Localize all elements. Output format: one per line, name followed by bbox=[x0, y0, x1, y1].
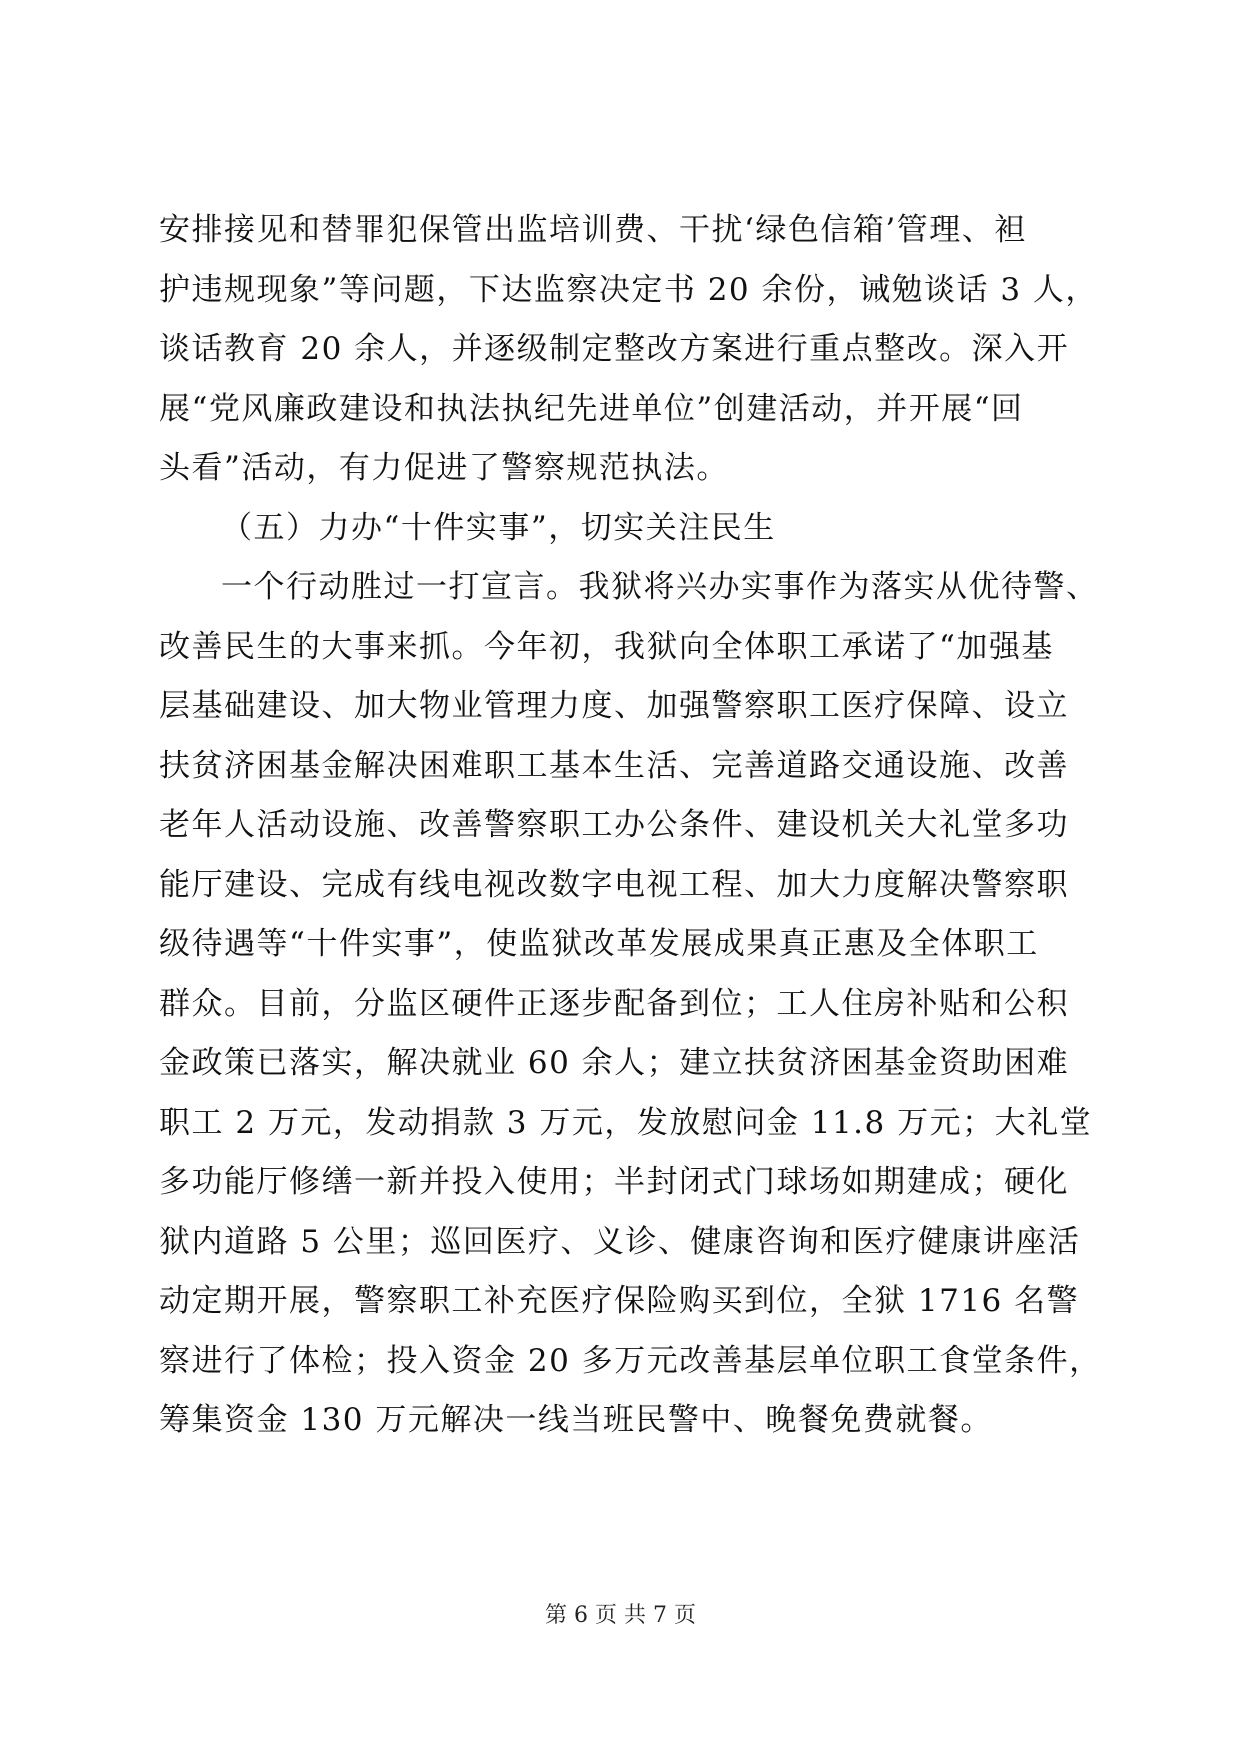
text-line: 老年人活动设施、改善警察职工办公条件、建设机关大礼堂多功 bbox=[159, 807, 1069, 843]
text-line: 安排接见和替罪犯保管出监培训费、干扰‘绿色信箱’管理、袒 bbox=[159, 212, 1027, 248]
text-line: 头看”活动，有力促进了警察规范执法。 bbox=[159, 450, 729, 486]
body-text bbox=[159, 201, 1102, 1451]
page-number-footer: 第 6 页 共 7 页 bbox=[545, 1603, 696, 1628]
text-line: 展“党风廉政建设和执法执纪先进单位”创建活动，并开展“回 bbox=[159, 390, 1024, 427]
text-line: 动定期开展，警察职工补充医疗保险购买到位，全狱 1716 名警 bbox=[159, 1283, 1080, 1319]
text-line: 金政策已落实，解决就业 60 余人；建立扶贫济困基金资助困难 bbox=[159, 1045, 1070, 1081]
text-line: 层基础建设、加大物业管理力度、加强警察职工医疗保障、设立 bbox=[159, 688, 1069, 724]
text-line: 筹集资金 130 万元解决一线当班民警中、晚餐免费就餐。 bbox=[159, 1402, 993, 1438]
text-line: 谈话教育 20 余人，并逐级制定整改方案进行重点整改。深入开 bbox=[159, 331, 1070, 367]
text-line: 改善民生的大事来抓。今年初，我狱向全体职工承诺了“加强基 bbox=[159, 628, 1054, 665]
text-line: 狱内道路 5 公里；巡回医疗、义诊、健康咨询和医疗健康讲座活 bbox=[159, 1223, 1081, 1260]
text-line: 护违规现象”等问题，下达监察决定书 20 余份，诫勉谈话 3 人， bbox=[159, 271, 1098, 308]
text-line: 多功能厅修缮一新并投入使用；半封闭式门球场如期建成；硬化 bbox=[159, 1164, 1069, 1200]
text-line: 级待遇等“十件实事”，使监狱改革发展成果真正惠及全体职工 bbox=[159, 926, 1039, 962]
paragraph-first-line: 一个行动胜过一打宣言。我狱将兴办实事作为落实从优待警、 bbox=[221, 569, 1099, 605]
text-line: 扶贫济困基金解决困难职工基本生活、完善道路交通设施、改善 bbox=[159, 747, 1069, 784]
text-line: 能厅建设、完成有线电视改数字电视工程、加大力度解决警察职 bbox=[159, 866, 1069, 903]
text-line: 群众。目前，分监区硬件正逐步配备到位；工人住房补贴和公积 bbox=[159, 985, 1069, 1022]
text-line: 察进行了体检；投入资金 20 多万元改善基层单位职工食堂条件， bbox=[159, 1342, 1102, 1379]
text-line: 职工 2 万元，发动捐款 3 万元，发放慰问金 11.8 万元；大礼堂 bbox=[159, 1104, 1093, 1141]
section-heading: （五）力办“十件实事”，切实关注民生 bbox=[221, 509, 776, 546]
